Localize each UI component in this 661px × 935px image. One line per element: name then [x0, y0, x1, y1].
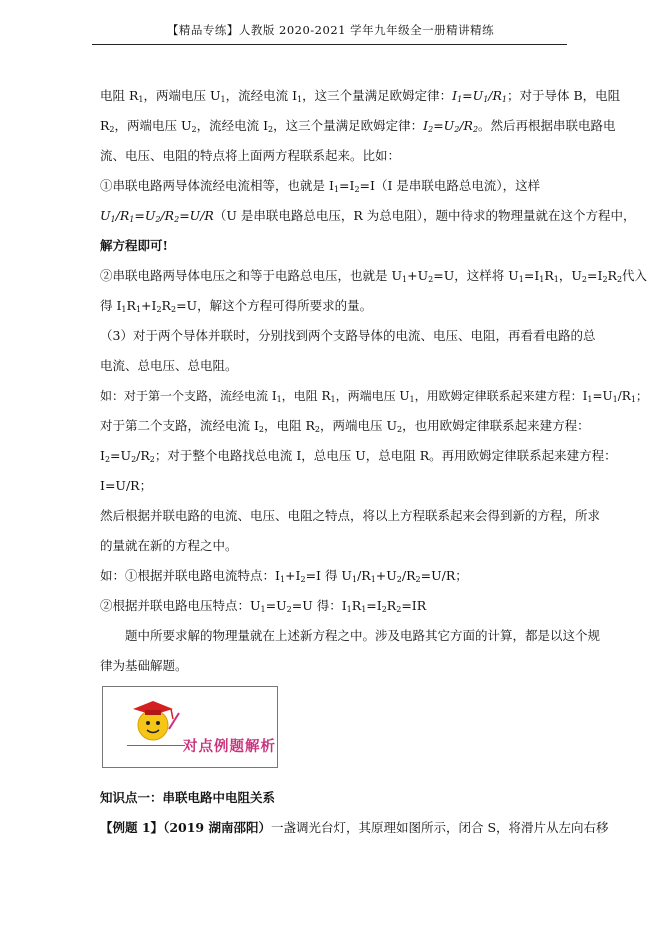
example-text: 一盏调光台灯，其原理如图所示，闭合 S，将滑片从左向右移: [270, 820, 609, 835]
para1-line2: $R_2$，两端电压 $U_2$，流经电流 $I_2$，这三个量满足欧姆定律：$I_2=U_2/R_2$。然后再根据串联电路电: [100, 118, 616, 134]
example-current-line: 如：①根据并联电路电流特点：$I_1+I_2=I$ 得 $U_1/R_1+U_2/R_2=U/R$；: [100, 568, 468, 584]
item2-line1: ②串联电路两导体电压之和等于电路总电压，也就是 $U_1+U_2=U$，这样将 $U_1=I_1R_1$，$U_2=I_2R_2$代入: [100, 268, 648, 284]
banner-rule: [127, 745, 185, 746]
para3-line1: 然后根据并联电路的电流、电压、电阻之特点，将以上方程联系起来会得到新的方程，所求: [100, 508, 601, 523]
para1-line3: 流、电压、电阻的特点将上面两方程联系起来。比如：: [100, 148, 401, 163]
section-banner: [102, 686, 278, 768]
banner-title: 对点例题解析: [183, 739, 276, 755]
header-divider: [92, 44, 567, 45]
item3-line1: （3）对于两个导体并联时，分别找到两个支路导体的电流、电压、电阻，再看看电路的总: [100, 328, 596, 343]
example-question: [100, 820, 609, 836]
graduate-mascot-icon: [123, 693, 187, 747]
item2-line2: 得 $I_1R_1+I_2R_2=U$，解这个方程可得所要求的量。: [100, 298, 373, 314]
item1-line3: 解方程即可!: [100, 238, 168, 253]
example-voltage-line: ②根据并联电路电压特点：$U_1=U_2=U$ 得：$I_1R_1=I_2R_2=IR$: [100, 598, 427, 614]
example-label: 【例题 1】: [100, 820, 164, 835]
para2-line4: I=U/R；: [100, 478, 153, 493]
para3-line2: 的量就在新的方程之中。: [100, 538, 238, 553]
para4-line1: 题中所要求解的物理量就在上述新方程之中。涉及电路其它方面的计算，都是以这个规: [125, 628, 601, 643]
item3-line2: 电流、总电压、总电阻。: [100, 358, 238, 373]
para2-line1: 如：对于第一个支路，流经电流 $I_1$，电阻 $R_1$，两端电压 $U_1$，用欧姆定律联系起来建方程：$I_1=U_1/R_1$；: [100, 389, 648, 404]
item1-line1: ①串联电路两导体流经电流相等，也就是 $I_1=I_2=I(I$ 是串联电路总电流），这样: [100, 178, 541, 194]
para1-line1: 电阻 $R_1$，两端电压 $U_1$，流经电流 $I_1$，这三个量满足欧姆定律：$I_1=U_1/R_1$；对于导体 B，电阻: [100, 88, 621, 104]
knowledge-point-heading: 知识点一：串联电路中电阻关系: [100, 790, 276, 805]
para2-line2: 对于第二个支路，流经电流 $I_2$，电阻 $R_2$，两端电压 $U_2$，也用欧姆定律联系起来建方程：: [100, 418, 590, 434]
page-header: 【精品专练】人教版 2020-2021 学年九年级全一册精讲精练: [166, 23, 495, 37]
example-source: （2019 湖南邵阳）: [163, 820, 271, 835]
item1-line2: $U_1/R_1=U_2/R_2=U/R(U$ 是串联电路总电压，R 为总电阻），题中待求的物理量就在这个方程中，: [100, 208, 636, 224]
para2-line3: $I_2=U_2/R_2$；对于整个电路找总电流 I，总电压 U，总电阻 R。再用欧姆定律联系起来建方程：: [100, 448, 617, 464]
para4-line2: 律为基础解题。: [100, 658, 188, 673]
